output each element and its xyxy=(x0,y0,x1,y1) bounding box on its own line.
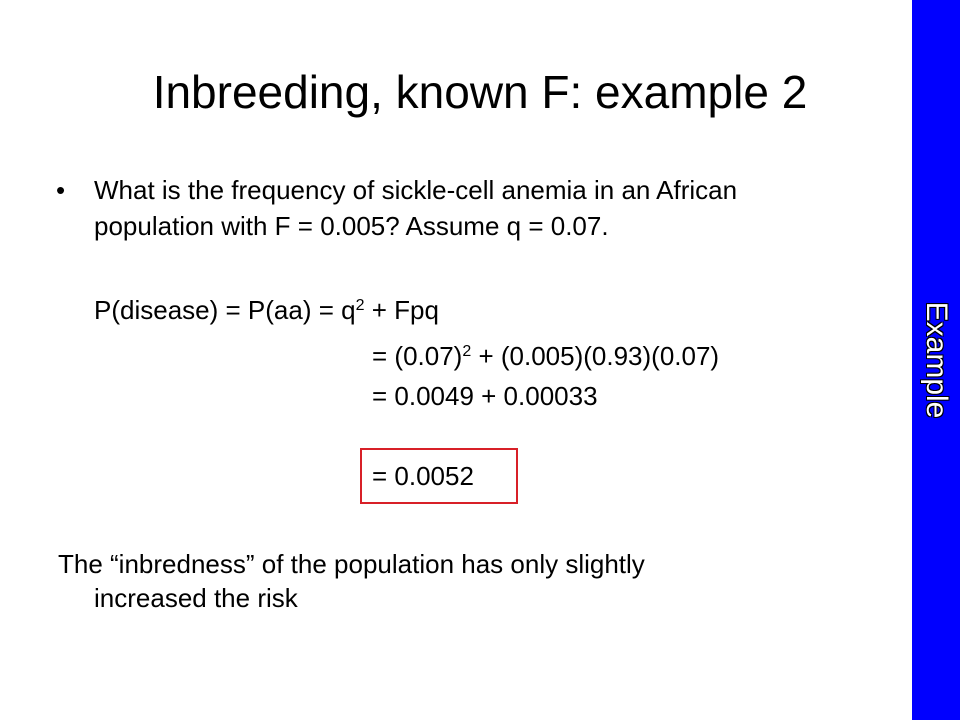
equation-line-2-lhs: = (0.07) xyxy=(372,341,463,371)
question-line-2: population with F = 0.005? Assume q = 0.07. xyxy=(94,211,609,241)
equation-line-1-lhs: P(disease) = P(aa) = q xyxy=(94,295,356,325)
conclusion-line-1: The “inbredness” of the population has only slightly xyxy=(58,549,645,579)
bullet-marker: • xyxy=(56,175,66,205)
example-sidebar-label: Example xyxy=(920,301,953,419)
slide-title: Inbreeding, known F: example 2 xyxy=(152,66,808,118)
equation-line-2-rhs: + (0.005)(0.93)(0.07) xyxy=(471,341,720,371)
equation-line-1-rhs: + Fpq xyxy=(364,295,439,325)
answer-text: = 0.0052 xyxy=(372,461,474,491)
conclusion-line-2: increased the risk xyxy=(94,583,298,613)
equation-line-1-exponent: 2 xyxy=(355,297,365,314)
equation-line-1 xyxy=(94,292,439,328)
question-line-1: What is the frequency of sickle-cell anemia in an African xyxy=(94,175,738,205)
equation-line-2-exponent: 2 xyxy=(462,343,472,360)
equation-line-3: = 0.0049 + 0.00033 xyxy=(372,381,598,411)
equation-line-2 xyxy=(372,338,719,374)
